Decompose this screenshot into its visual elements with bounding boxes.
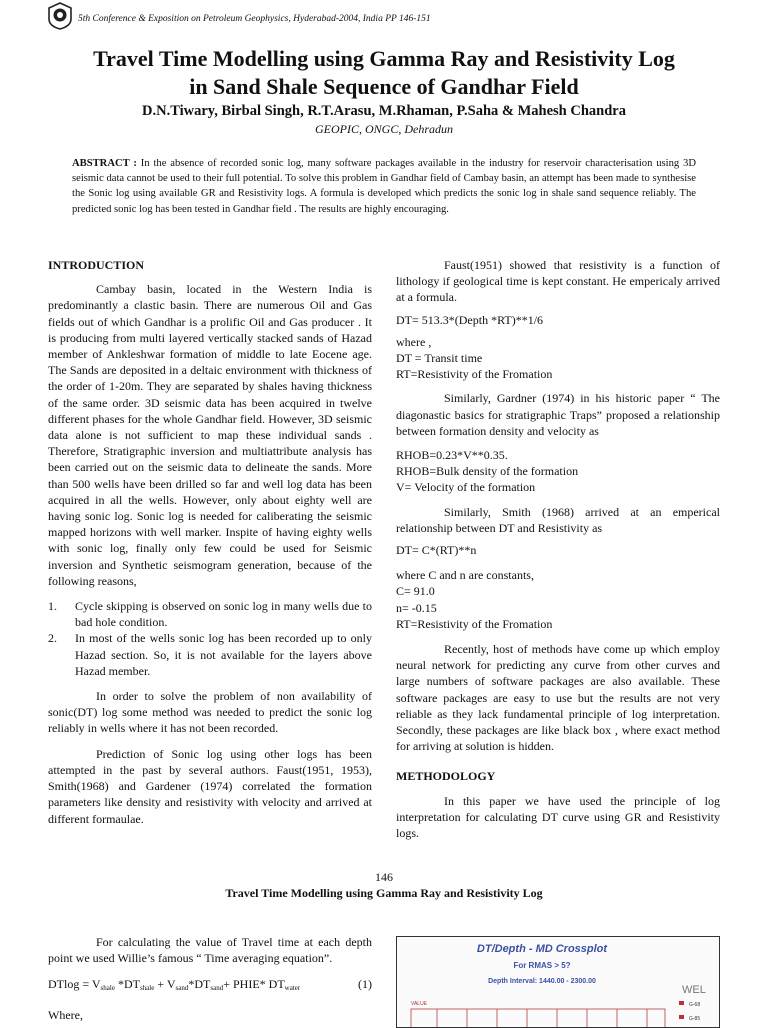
methodology-paragraph: In this paper we have used the principle of log interpretation for calculating DT curve using GR and Resistivity logs. <box>396 793 720 841</box>
methodology-heading: METHODOLOGY <box>396 769 496 784</box>
legend-title: WEL <box>682 984 706 996</box>
crossplot-svg <box>397 937 719 1027</box>
title-line-2: in Sand Shale Sequence of Gandhar Field <box>189 74 579 99</box>
faust-paragraph: Faust(1951) showed that resistivity is a function of lithology if geological time is kept constant. He empericaly arrived at a formula. <box>396 258 720 305</box>
definition-rt-2: RT=Resistivity of the Fromation <box>396 616 553 631</box>
introduction-heading: INTRODUCTION <box>48 258 145 272</box>
left-column <box>48 257 372 827</box>
definition-rt: RT=Resistivity of the Fromation <box>396 367 553 382</box>
equation-number: (1) <box>358 977 372 992</box>
constant-n: n= -0.15 <box>396 600 437 615</box>
figure-axis-label: VALUE <box>411 1001 428 1007</box>
plot-frame <box>411 1009 665 1027</box>
figure-subtitle: For RMAS > 5? <box>513 961 571 970</box>
definition-rhob: RHOB=Bulk density of the formation <box>396 464 579 479</box>
equation-smith: DT= C*(RT)**n <box>396 543 477 558</box>
abstract-text: In the absence of recorded sonic log, many software packages available in the industry for reservoir characterisation using 3D seismic data cannot be used to their full potential. To solve this problem in Gandhar field of Cambay basin, an attempt has been made to synthesise the Sonic log using available GR and Resistivity logs. A formula is developed which predicts the sonic log in shale sand sequence reliably. The predicted sonic log has been tested in Gandhar field . The results are highly encouraging. <box>72 158 696 215</box>
equation-faust: DT= 513.3*(Depth *RT)**1/6 <box>396 312 544 327</box>
constants-label: where C and n are constants, <box>396 568 534 583</box>
legend-swatch-1 <box>679 1001 684 1005</box>
intro-paragraph-3: Prediction of Sonic log using other logs has been attempted in the past by several authors. Faust(1951, 1953), Smith(1968) and Gardener (1974) correlated the formation parameters like density and resistivity with velocity and arrived at different formaulae. <box>48 746 372 826</box>
where-label-2: Where, <box>48 1007 83 1022</box>
figure-range: Depth Interval: 1440.00 - 2300.00 <box>488 978 596 985</box>
title-line-1: Travel Time Modelling using Gamma Ray and Resistivity Log <box>93 46 675 71</box>
authors: D.N.Tiwary, Birbal Singh, R.T.Arasu, M.Rhaman, P.Saha & Mahesh Chandra <box>142 103 626 119</box>
affiliation: GEOPIC, ONGC, Dehradun <box>315 122 453 136</box>
abstract <box>72 156 696 217</box>
intro-paragraph-2: In order to solve the problem of non availability of sonic(DT) log some method was needed to predict the sonic log reliably in wells where it has not been recorded. <box>48 689 372 736</box>
list-item: 1. Cycle skipping is observed on sonic log in many wells due to bad hole condition. <box>48 599 372 630</box>
neural-network-paragraph: Recently, host of methods have come up which employ neural network for predicting any curve from other curves and large numbers of software packages are also available. These software packages are easy to use but the results are not very reliable as they lack fundamental principle of log interpretation. Secondly, these packages are like black box , where exact method for arriving at solution is hidden. <box>396 642 720 754</box>
conference-header: 5th Conference & Exposition on Petroleum Geophysics, Hyderabad-2004, India PP 146-151 <box>78 14 431 24</box>
legend-item-1: G-68 <box>689 1002 701 1008</box>
definition-dt: DT = Transit time <box>396 351 483 366</box>
definition-velocity: V= Velocity of the formation <box>396 480 536 495</box>
crossplot-figure <box>396 936 720 1028</box>
intro-paragraph-1: Cambay basin, located in the Western India is predominantly a clastic basin. There are numerous Oil and Gas fields out of which Gandhar is a prolific Oil and Gas producer . It is producing from multi layered vertically stacked sands of Hazad member of Ankleshwar formation of middle to late Eocene age. The Sands are deposited in a deltaic environment with thickness of the order of 1-20m. They are separated by shales having thickness of the same order. 3D seismic data has been acquired in twelve different phases for the whole Gandhar field. However, 3D seismic data alone is not sufficient to map these individual sands . Therefore, Stratigraphic inversion and multiattribute analysis has been carried out on the seismic data to delineate the sands. More than 500 wells have been drilled so far and well log data has been acquired in all the wells. However, only about eighty well are having sonic log. Sonic log is needed for caliberating the seismic mapped horizons with well marker. Inspite of having eighty wells with sonic log, finally only few could be used for Seismic inversion and Synthetic seismogram generation, because of the following reasons, <box>48 282 372 588</box>
abstract-label: ABSTRACT : <box>72 158 137 169</box>
equation-gardner: RHOB=0.23*V**0.35. <box>396 448 508 463</box>
paper-title <box>40 45 728 101</box>
legend-item-2: G-85 <box>689 1016 701 1022</box>
ongc-logo <box>48 2 72 30</box>
legend-swatch-2 <box>679 1015 684 1019</box>
where-label: where , <box>396 334 432 349</box>
willie-paragraph: For calculating the value of Travel time at each depth point we used Willie’s famous “ Time averaging equation”. <box>48 935 372 966</box>
constant-c: C= 91.0 <box>396 584 435 599</box>
smith-paragraph: Similarly, Smith (1968) arrived at an emperical relationship between DT and Resistivity as <box>396 504 720 535</box>
list-item: 2. In most of the wells sonic log has been recorded up to only Hazad section. So, it is not available for the layers above Hazad member. <box>48 631 372 678</box>
page-number: 146 <box>375 870 393 884</box>
page2-left-column <box>48 934 372 1023</box>
running-head: Travel Time Modelling using Gamma Ray and Resistivity Log <box>225 886 543 900</box>
figure-title: DT/Depth - MD Crossplot <box>476 943 608 955</box>
reason-list <box>48 598 372 679</box>
right-column <box>396 257 720 841</box>
gardner-paragraph: Similarly, Gardner (1974) in his historic paper “ The diagonastic basics for stratigraphic Traps” proposed a relationship between formation density and velocity as <box>396 391 720 438</box>
equation-time-average: $DTlog = V_{shale}$ $*DT_{shale} + V_{sand}*DT_{sand}+$ PHIE* $DT_{water}$ (1) <box>48 977 372 993</box>
